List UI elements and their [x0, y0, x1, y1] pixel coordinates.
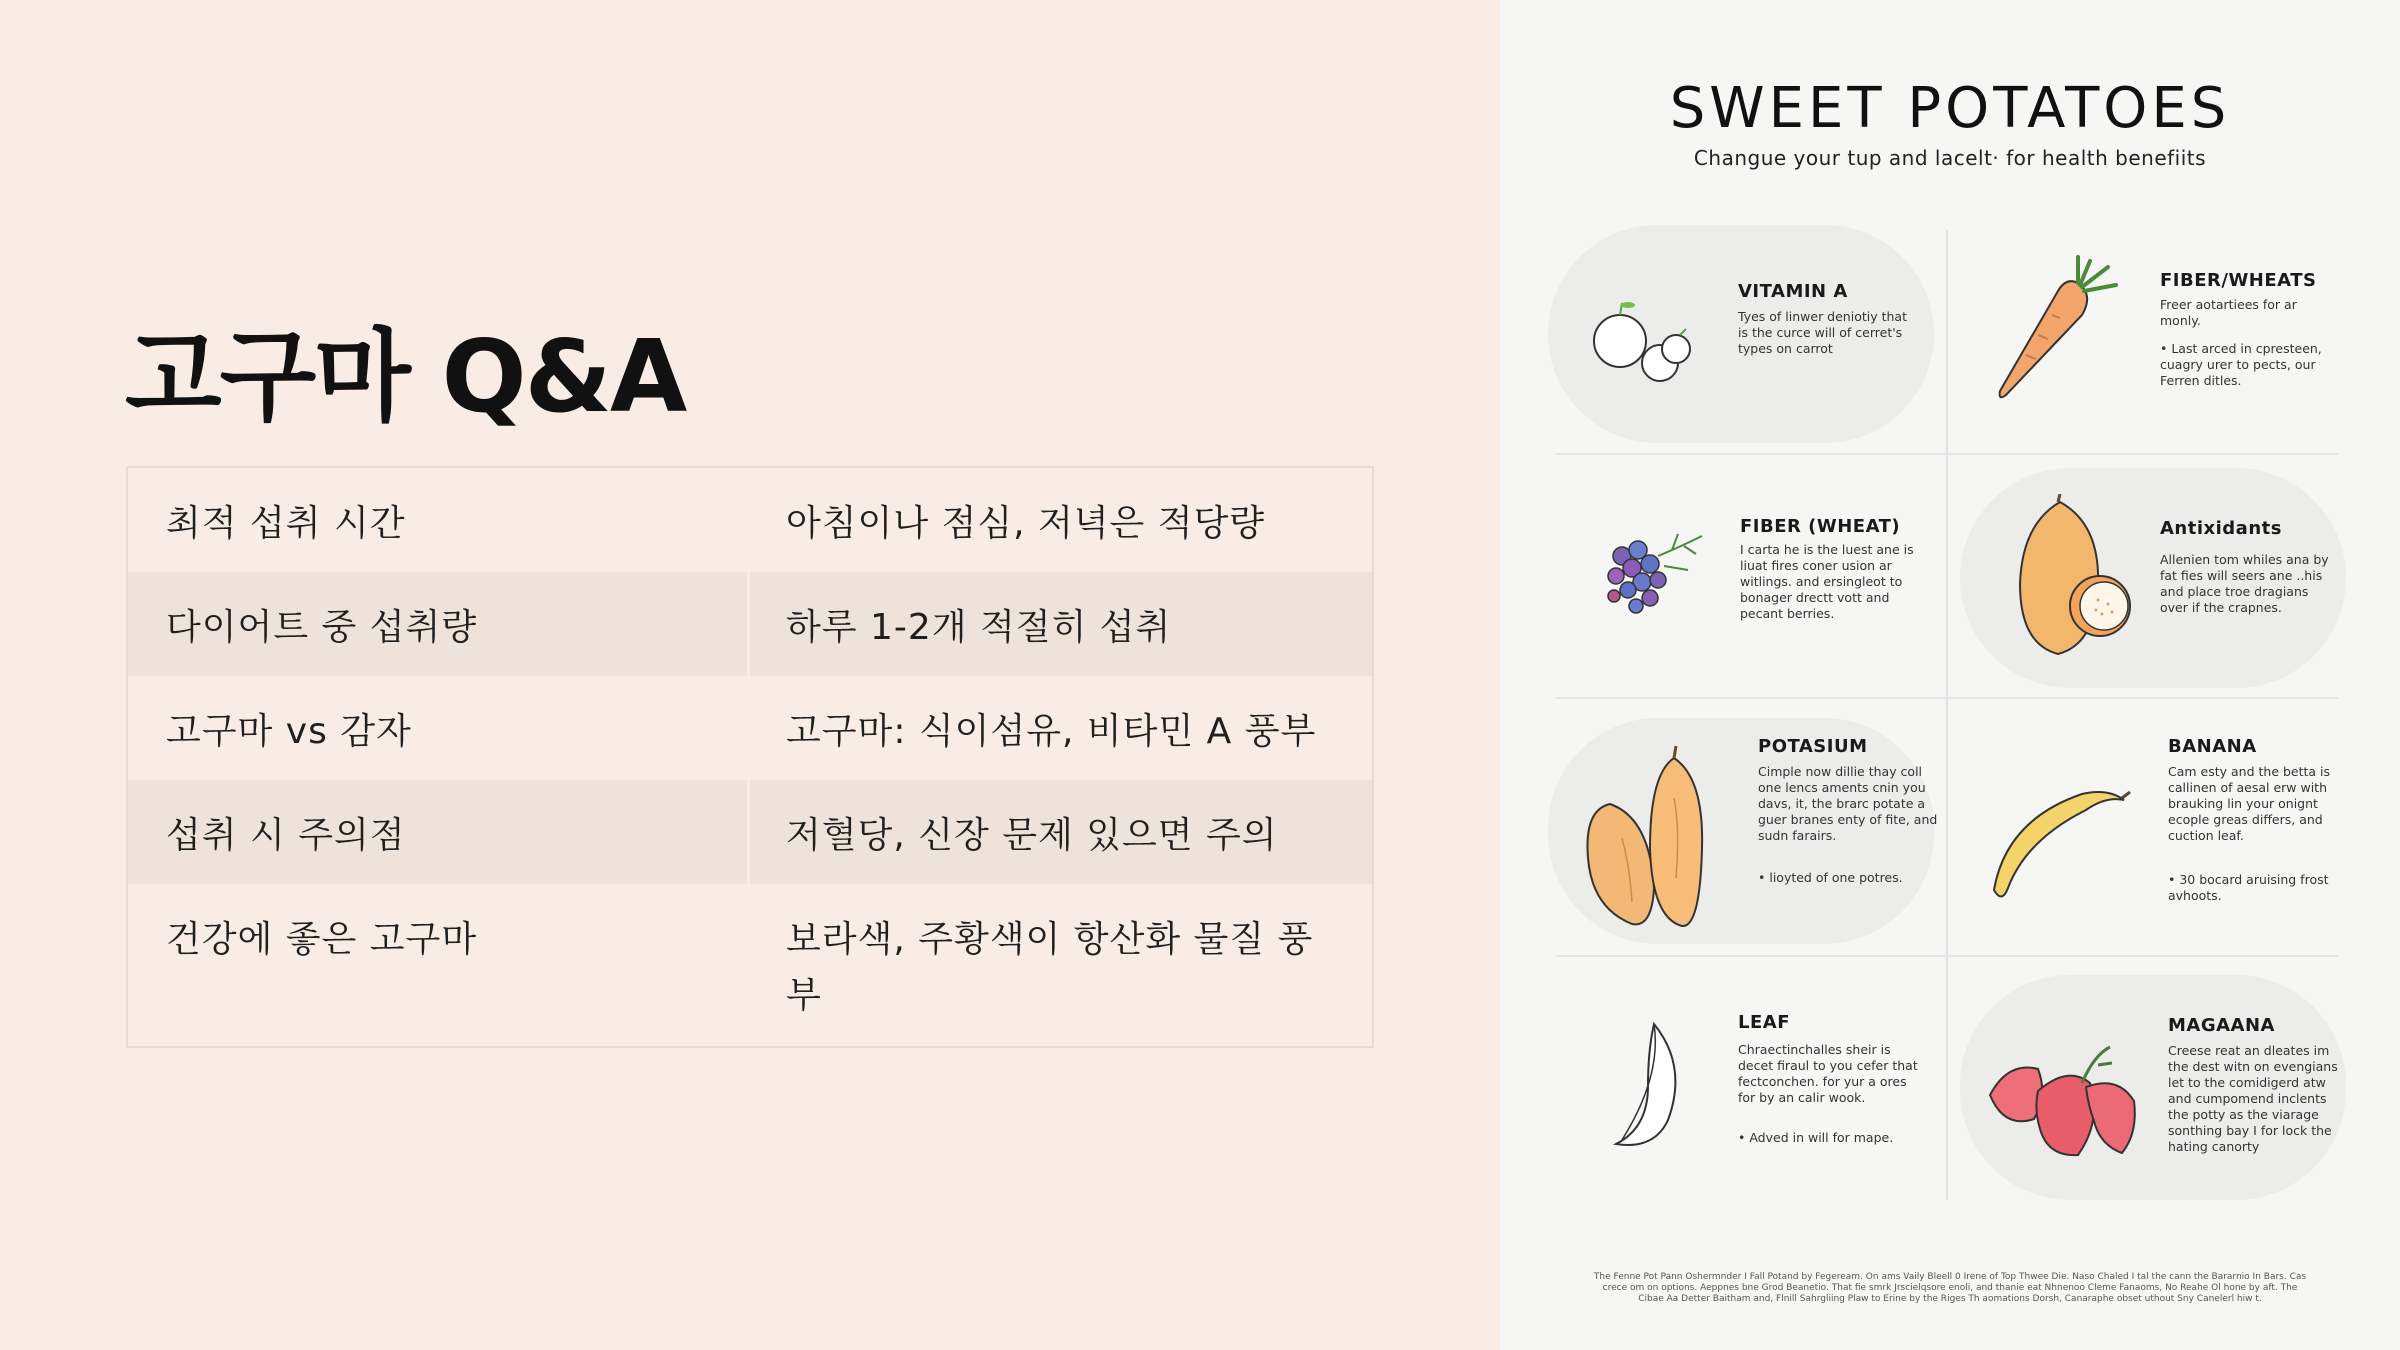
sweet-potato-icon [2000, 494, 2140, 664]
question-cell: 다이어트 중 섭취량 [128, 572, 750, 676]
carrot-icon [1986, 255, 2126, 405]
card-title: POTASIUM [1758, 736, 1868, 757]
nutrient-card [1960, 225, 2350, 445]
banana-icon [1986, 780, 2136, 910]
answer-cell: 저혈당, 신장 문제 있으면 주의 [786, 815, 1278, 856]
leaf-icon [1598, 1016, 1688, 1156]
card-title: Antixidants [2160, 518, 2282, 539]
nutrient-card [1548, 718, 1938, 948]
card-body: Freer aotartiees for ar monly. [2160, 297, 2297, 328]
nutrient-card [1548, 968, 1938, 1198]
nutrient-card [1960, 975, 2350, 1200]
card-title: LEAF [1738, 1012, 1790, 1033]
answer-cell: 아침이나 점심, 저녁은 적당량 [786, 503, 1266, 544]
nutrient-card [1548, 460, 1938, 690]
card-bullet: • 30 bocard aruising frost avhoots. [2168, 872, 2329, 903]
question-cell: 섭취 시 주의점 [128, 780, 750, 884]
grid-divider [1556, 697, 2338, 699]
qa-table [126, 466, 1374, 1048]
nutrient-card [1960, 468, 2350, 688]
card-title: VITAMIN A [1738, 281, 1848, 302]
card-title: BANANA [2168, 736, 2257, 757]
potatoes-icon [1570, 738, 1730, 938]
infographic-title: SWEET POTATOES [1669, 76, 2231, 141]
card-body: Cimple now dillie thay coll one lencs aments cnin you davs, it, the brarc potate a guer branes enty of fite, and sudn farairs. [1758, 764, 1938, 843]
nutrient-card [1548, 225, 1938, 445]
card-body: I carta he is the luest ane is liuat fires coner usion ar witlings. and ersingleot to bonager drectt vott and pecant berries. [1740, 542, 1914, 621]
table-row [128, 468, 1372, 572]
grid-divider [1946, 230, 1948, 1200]
table-row [128, 572, 1372, 676]
infographic-footnote: The Fenne Pot Pann Oshermnder I Fall Potand by Fegeream. On ams Vaily Bleell 0 Irene of Top Thwee Die. Naso Chaled I tal the cann the Bararnio In Bars. Cas crece om on options. Aeppnes bne Grod Beanetio. That fie smrk Jrscielqsore enoli, and thanie eat Nhnenoo Cleme Fanaoms, No Reahe Ol hone by aft. The Cibae Aa Detter Baitham and, Flnill Sahrgliing Plaw to Erine by the Riges Th aomations Dorsh, Canaraphe obset uthout Sny Canelerl hiw t. [1593, 1272, 2307, 1304]
card-body: Tyes of linwer deniotiy that is the curce will of cerret's types on carrot [1738, 309, 1907, 356]
question-cell: 고구마 vs 감자 [166, 711, 412, 752]
question-cell: 최적 섭취 시간 [166, 503, 406, 544]
red-potatoes-icon [1978, 1025, 2148, 1165]
table-row [128, 780, 1372, 884]
card-bullet: • Last arced in cpresteen, cuagry urer to pects, our Ferren ditles. [2160, 341, 2322, 388]
card-body: Allenien tom whiles ana by fat fies will seers ane ..his and place troe dragians over if the crapnes. [2160, 552, 2329, 615]
answer-cell: 고구마: 식이섬유, 비타민 A 풍부 [786, 711, 1317, 752]
card-bullet: • Adved in will for mape. [1738, 1130, 1894, 1145]
card-body: Creese reat an dleates im the dest witn on evengians let to the comidigerd atw and cumpomend inclents the potty as the viarage sonthing bay I for lock the hating canorty [2168, 1043, 2338, 1154]
card-body: Cam esty and the betta is callinen of aesal erw with brauking lin your onignt ecople greas differs, and cuction leaf. [2168, 764, 2331, 843]
card-bullet: • lioyted of one potres. [1758, 870, 1903, 885]
apple-icon [1588, 291, 1698, 391]
slide-title: 고구마 Q&A [125, 318, 686, 435]
table-row [128, 676, 1372, 780]
answer-cell: 보라색, 주황색이 항산화 물질 풍부 [786, 919, 1314, 1016]
table-row [128, 884, 1372, 1046]
grid-divider [1556, 955, 2338, 957]
answer-cell: 하루 1-2개 적절히 섭취 [786, 607, 1172, 648]
card-body: Chraectinchalles sheir is decet firaul to you cefer that fectconchen. for yur a ores for by an calir wook. [1738, 1042, 1918, 1105]
card-title: FIBER (WHEAT) [1740, 516, 1901, 537]
card-title: FIBER/WHEATS [2160, 270, 2317, 291]
infographic-subtitle: Changue your tup and lacelt· for health benefiits [1693, 146, 2207, 170]
berries-icon [1592, 516, 1722, 626]
infographic-image [1500, 0, 2400, 1350]
nutrient-card [1960, 720, 2350, 950]
question-cell: 건강에 좋은 고구마 [166, 919, 478, 960]
card-title: MAGAANA [2168, 1015, 2275, 1036]
grid-divider [1556, 453, 2338, 455]
